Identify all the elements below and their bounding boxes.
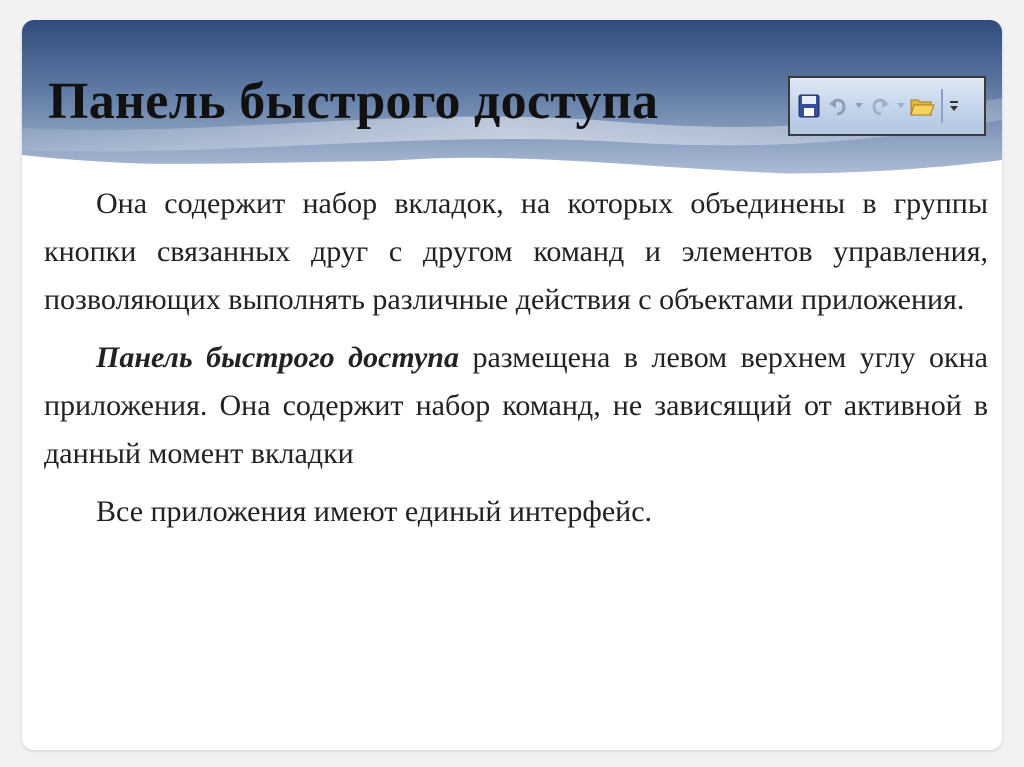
slide-body bbox=[44, 180, 988, 546]
paragraph-2 bbox=[44, 334, 988, 478]
paragraph-3 bbox=[44, 488, 988, 536]
paragraph-3-text: Все приложения имеют единый интерфейс. bbox=[96, 495, 653, 528]
open-folder-icon bbox=[909, 89, 935, 123]
paragraph-2-term: Панель быстрого доступа bbox=[96, 341, 459, 374]
slide-title: Панель быстрого доступа bbox=[48, 73, 659, 130]
slide bbox=[22, 20, 1002, 750]
toolbar-separator bbox=[941, 89, 943, 123]
undo-icon bbox=[825, 89, 851, 123]
save-icon bbox=[796, 89, 822, 123]
redo-dropdown-arrow-icon bbox=[896, 89, 906, 123]
customize-dropdown-icon bbox=[949, 89, 959, 123]
undo-dropdown-arrow-icon bbox=[854, 89, 864, 123]
paragraph-1 bbox=[44, 180, 988, 324]
paragraph-1-text: Она содержит набор вкладок, на которых объединены в группы кнопки связанных друг с другом команд и элементов управления, позволяющих выполнять различные действия с объектами приложения. bbox=[44, 187, 988, 316]
quick-access-toolbar-image bbox=[788, 76, 986, 136]
redo-icon bbox=[867, 89, 893, 123]
paragraph-2-text: размещена в левом верхнем углу окна приложения. Она содержит набор команд, не зависящий от активной в данный момент вкладки bbox=[44, 341, 988, 470]
